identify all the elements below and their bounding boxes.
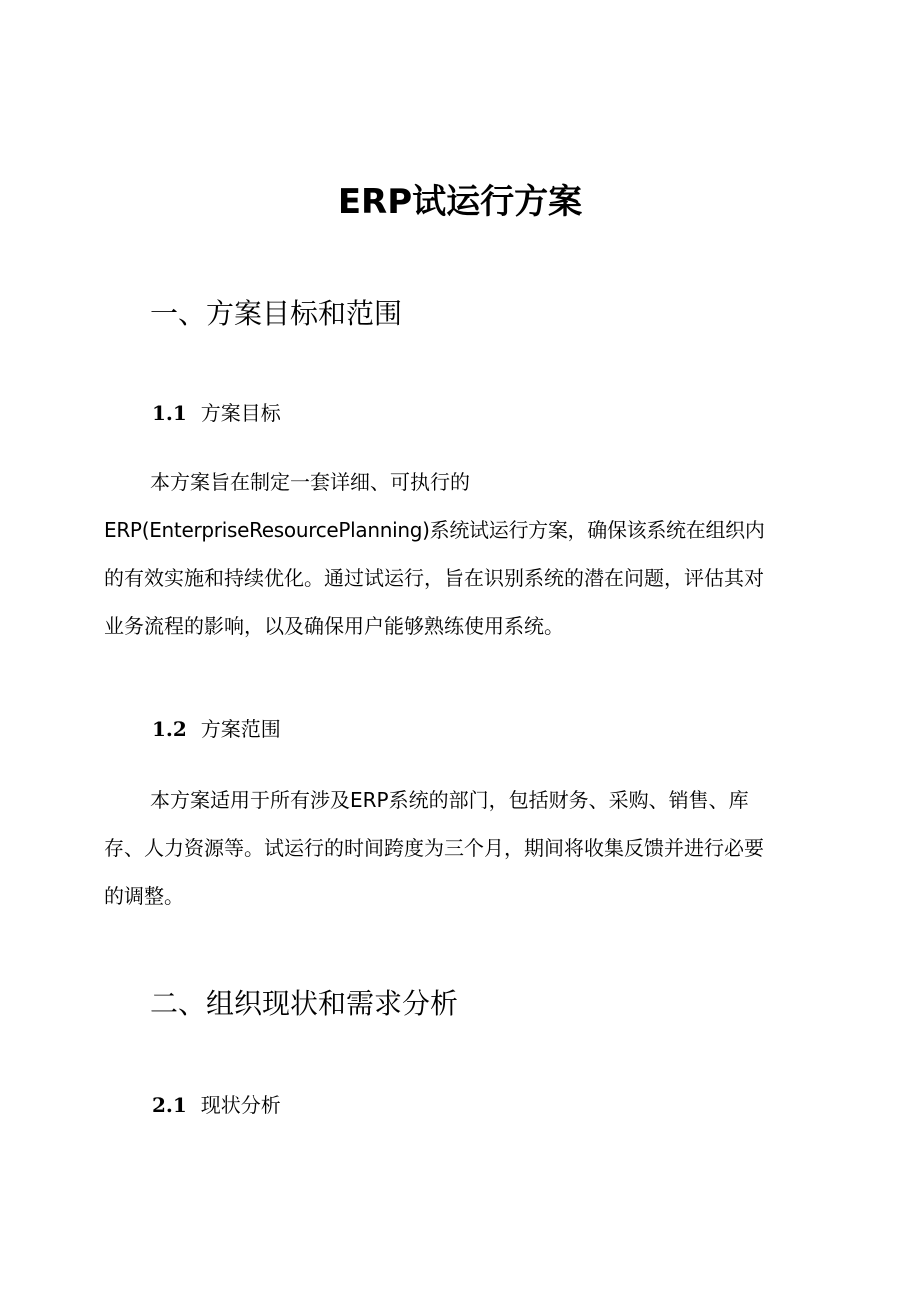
section-heading-2: 二、组织现状和需求分析 — [150, 987, 459, 1020]
subsection-title: 方案范围 — [200, 717, 281, 741]
paragraph-1-1 — [104, 458, 820, 650]
paragraph-line: 存、人力资源等。试运行的时间跨度为三个月，期间将收集反馈并进行必要 — [104, 836, 764, 860]
paragraph-1-2 — [104, 776, 820, 920]
subsection-number: 2.1 — [152, 1093, 187, 1117]
subsection-number: 1.1 — [152, 401, 187, 425]
paragraph-line: ERP(EnterpriseResourcePlanning)系统试运行方案，确保该系统在组织内 — [104, 518, 765, 542]
subsection-number: 1.2 — [152, 717, 187, 741]
subsection-heading-1-1 — [152, 398, 281, 428]
paragraph-line: 本方案适用于所有涉及ERP系统的部门，包括财务、采购、销售、库 — [150, 788, 749, 812]
paragraph-line: 的有效实施和持续优化。通过试运行，旨在识别系统的潜在问题，评估其对 — [104, 566, 764, 590]
subsection-heading-1-2 — [152, 714, 281, 744]
subsection-heading-2-1 — [152, 1090, 281, 1120]
paragraph-line: 业务流程的影响，以及确保用户能够熟练使用系统。 — [104, 614, 564, 638]
subsection-title: 方案目标 — [200, 401, 281, 425]
paragraph-line: 本方案旨在制定一套详细、可执行的 — [150, 470, 470, 494]
paragraph-line: 的调整。 — [104, 884, 184, 908]
section-heading-1: 一、方案目标和范围 — [150, 297, 403, 330]
document-title: ERP试运行方案 — [337, 182, 583, 222]
subsection-title: 现状分析 — [200, 1093, 281, 1117]
